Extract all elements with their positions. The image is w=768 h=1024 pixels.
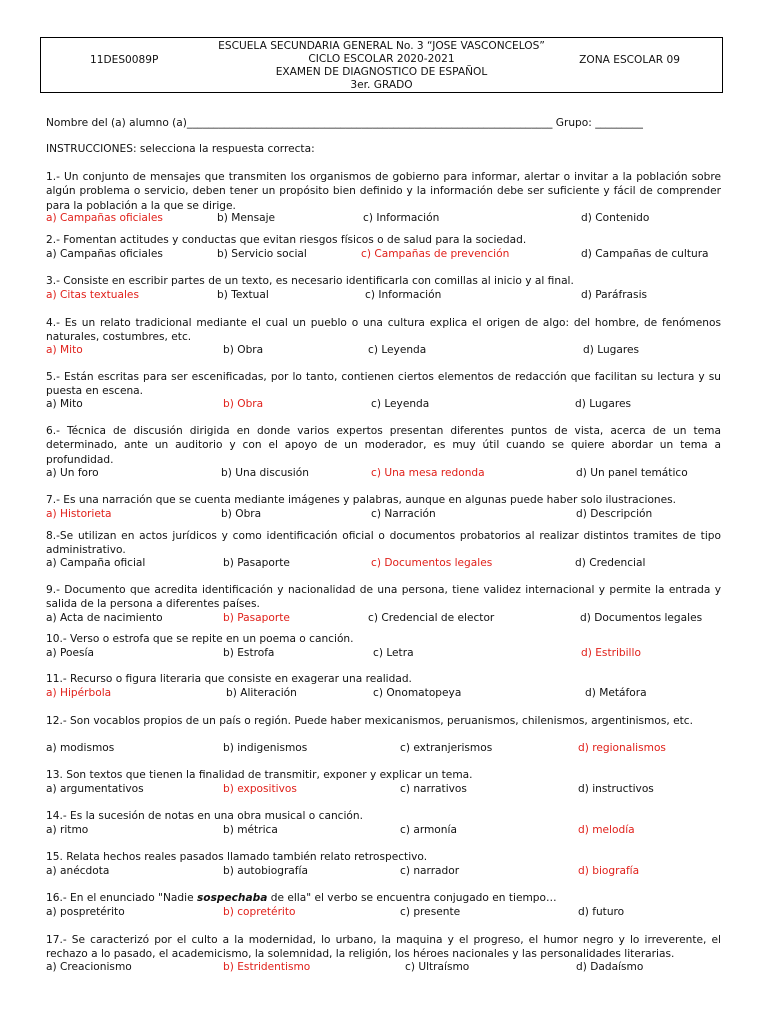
question-7: 7.- Es una narración que se cuenta mediante imágenes y palabras, aunque en algunas puede haber solo ilustraciones. — [46, 494, 677, 506]
question-10: 10.- Verso o estrofa que se repite en un poema o canción. — [46, 633, 354, 645]
options-q16 — [46, 905, 721, 919]
options-q14 — [46, 823, 721, 837]
school-name: ESCUELA SECUNDARIA GENERAL No. 3 “JOSE VASCONCELOS” — [218, 40, 545, 52]
question-8: 8.-Se utilizan en actos jurídicos y como identificación oficial o documentos probatorios al realizar distintos tramites de tipo administrativo. — [46, 530, 721, 557]
option-q17-c[interactable]: c) Ultraísmo — [405, 961, 470, 973]
student-name-line[interactable]: Nombre del (a) alumno (a)_____________________________________________________________________ Grupo: _________ — [46, 117, 643, 129]
options-q11 — [46, 686, 721, 700]
exam-grade: 3er. GRADO — [350, 79, 413, 91]
option-q4-c[interactable]: c) Leyenda — [368, 344, 427, 356]
options-q2 — [46, 247, 721, 261]
options-q6 — [46, 466, 721, 480]
option-q8-b[interactable]: b) Pasaporte — [223, 557, 290, 569]
question-16-verb: sospechaba — [196, 892, 268, 904]
option-q17-a[interactable]: a) Creacionismo — [46, 961, 132, 973]
option-q9-d[interactable]: d) Documentos legales — [580, 612, 703, 624]
options-q4 — [46, 343, 721, 357]
option-q3-a[interactable]: a) Citas textuales — [46, 289, 139, 301]
option-q12-a[interactable]: a) modismos — [46, 742, 115, 754]
option-q2-a[interactable]: a) Campañas oficiales — [46, 248, 163, 260]
option-q9-b[interactable]: b) Pasaporte — [223, 612, 290, 624]
option-q6-c[interactable]: c) Una mesa redonda — [371, 467, 485, 479]
option-q15-a[interactable]: a) anécdota — [46, 865, 110, 877]
option-q10-d[interactable]: d) Estribillo — [581, 647, 641, 659]
option-q1-a[interactable]: a) Campañas oficiales — [46, 212, 163, 224]
option-q9-a[interactable]: a) Acta de nacimiento — [46, 612, 163, 624]
option-q14-d[interactable]: d) melodía — [578, 824, 635, 836]
option-q2-d[interactable]: d) Campañas de cultura — [581, 248, 709, 260]
options-q12 — [46, 741, 721, 755]
option-q14-c[interactable]: c) armonía — [400, 824, 457, 836]
options-q3 — [46, 288, 721, 302]
options-q5 — [46, 397, 721, 411]
option-q7-b[interactable]: b) Obra — [221, 508, 262, 520]
option-q16-c[interactable]: c) presente — [400, 906, 461, 918]
options-q1 — [46, 211, 721, 225]
option-q12-b[interactable]: b) indigenismos — [223, 742, 308, 754]
option-q1-b[interactable]: b) Mensaje — [217, 212, 276, 224]
option-q6-a[interactable]: a) Un foro — [46, 467, 99, 479]
question-11: 11.- Recurso o figura literaria que consiste en exagerar una realidad. — [46, 673, 412, 685]
option-q11-d[interactable]: d) Metáfora — [585, 687, 647, 699]
school-zone: ZONA ESCOLAR 09 — [579, 54, 680, 66]
option-q11-b[interactable]: b) Aliteración — [226, 687, 297, 699]
option-q7-c[interactable]: c) Narración — [371, 508, 436, 520]
options-q15 — [46, 864, 721, 878]
option-q9-c[interactable]: c) Credencial de elector — [368, 612, 495, 624]
option-q14-a[interactable]: a) ritmo — [46, 824, 89, 836]
question-6: 6.- Técnica de discusión dirigida en donde varios expertos presentan diferentes puntos de vista, acerca de un tema determinado, ante un auditorio y con el apoyo de un moderador, es muy útil cuando se quiere abordar un tema a profundidad. — [46, 425, 721, 466]
option-q4-a[interactable]: a) Mito — [46, 344, 83, 356]
option-q10-a[interactable]: a) Poesía — [46, 647, 94, 659]
question-4: 4.- Es un relato tradicional mediante el cual un pueblo o una cultura explica el origen de algo: del hombre, de fenómenos naturales, costumbres, etc. — [46, 317, 721, 344]
option-q16-d[interactable]: d) futuro — [578, 906, 625, 918]
school-code: 11DES0089P — [90, 54, 159, 66]
options-q8 — [46, 556, 721, 570]
option-q8-c[interactable]: c) Documentos legales — [371, 557, 493, 569]
question-2: 2.- Fomentan actitudes y conductas que evitan riesgos físicos o de salud para la sociedad. — [46, 234, 527, 246]
option-q8-a[interactable]: a) Campaña oficial — [46, 557, 146, 569]
option-q1-c[interactable]: c) Información — [363, 212, 440, 224]
option-q11-a[interactable]: a) Hipérbola — [46, 687, 112, 699]
option-q13-d[interactable]: d) instructivos — [578, 783, 654, 795]
option-q5-a[interactable]: a) Mito — [46, 398, 83, 410]
exam-header — [40, 37, 723, 93]
question-15: 15. Relata hechos reales pasados llamado también relato retrospectivo. — [46, 851, 428, 863]
question-13: 13. Son textos que tienen la finalidad de transmitir, exponer y explicar un tema. — [46, 769, 473, 781]
option-q4-d[interactable]: d) Lugares — [583, 344, 640, 356]
question-16 — [46, 891, 721, 905]
option-q16-a[interactable]: a) pospretérito — [46, 906, 125, 918]
option-q12-c[interactable]: c) extranjerismos — [400, 742, 493, 754]
options-q13 — [46, 782, 721, 796]
question-3: 3.- Consiste en escribir partes de un texto, es necesario identificarla con comillas al inicio y al final. — [46, 275, 574, 287]
option-q17-d[interactable]: d) Dadaísmo — [576, 961, 644, 973]
option-q10-c[interactable]: c) Letra — [373, 647, 414, 659]
options-q7 — [46, 507, 721, 521]
option-q17-b[interactable]: b) Estridentismo — [223, 961, 311, 973]
question-9: 9.- Documento que acredita identificación y nacionalidad de una persona, tiene validez internacional y permite la entrada y salida de la persona a diferentes países. — [46, 584, 721, 611]
school-cycle: CICLO ESCOLAR 2020-2021 — [308, 53, 455, 65]
instructions: INSTRUCCIONES: selecciona la respuesta correcta: — [46, 143, 315, 155]
question-1: 1.- Un conjunto de mensajes que transmiten los organismos de gobierno para informar, alertar o invitar a la población sobre algún problema o servicio, deben tener un propósito bien definido y la información debe ser suficiente y fácil de comprender para la población a la que se dirige. — [46, 171, 721, 212]
option-q7-a[interactable]: a) Historieta — [46, 508, 112, 520]
option-q5-d[interactable]: d) Lugares — [575, 398, 632, 410]
option-q5-b[interactable]: b) Obra — [223, 398, 264, 410]
option-q1-d[interactable]: d) Contenido — [581, 212, 650, 224]
option-q2-b[interactable]: b) Servicio social — [217, 248, 307, 260]
options-q10 — [46, 646, 721, 660]
question-5: 5.- Están escritas para ser escenificadas, por lo tanto, contienen ciertos elementos de redacción que facilitan su lectura y su puesta en escena. — [46, 371, 721, 398]
question-12: 12.- Son vocablos propios de un país o región. Puede haber mexicanismos, peruanismos, chilenismos, argentinismos, etc. — [46, 715, 693, 727]
question-17: 17.- Se caracterizó por el culto a la modernidad, lo urbano, la maquina y el progreso, el humor negro y lo irreverente, el rechazo a lo pasado, el academicismo, la solemnidad, la religión, los héroes nacionales y las personalidades literarias. — [46, 934, 721, 961]
option-q13-c[interactable]: c) narrativos — [400, 783, 467, 795]
option-q14-b[interactable]: b) métrica — [223, 824, 278, 836]
option-q13-b[interactable]: b) expositivos — [223, 783, 297, 795]
option-q15-c[interactable]: c) narrador — [400, 865, 460, 877]
option-q16-b[interactable]: b) copretérito — [223, 906, 296, 918]
option-q8-d[interactable]: d) Credencial — [575, 557, 646, 569]
option-q6-d[interactable]: d) Un panel temático — [576, 467, 688, 479]
question-16-text-after: de ella" el verbo se encuentra conjugado en tiempo… — [267, 892, 557, 904]
exam-title: EXAMEN DE DIAGNOSTICO DE ESPAÑOL — [275, 66, 488, 78]
option-q6-b[interactable]: b) Una discusión — [221, 467, 309, 479]
option-q11-c[interactable]: c) Onomatopeya — [373, 687, 462, 699]
option-q12-d[interactable]: d) regionalismos — [578, 742, 666, 754]
option-q3-d[interactable]: d) Paráfrasis — [581, 289, 648, 301]
option-q15-d[interactable]: d) biografía — [578, 865, 640, 877]
option-q5-c[interactable]: c) Leyenda — [371, 398, 430, 410]
option-q13-a[interactable]: a) argumentativos — [46, 783, 144, 795]
question-14: 14.- Es la sucesión de notas en una obra musical o canción. — [46, 810, 364, 822]
option-q3-c[interactable]: c) Información — [365, 289, 442, 301]
option-q2-c[interactable]: c) Campañas de prevención — [361, 248, 510, 260]
option-q15-b[interactable]: b) autobiografía — [223, 865, 308, 877]
option-q4-b[interactable]: b) Obra — [223, 344, 264, 356]
option-q10-b[interactable]: b) Estrofa — [223, 647, 275, 659]
option-q7-d[interactable]: d) Descripción — [576, 508, 653, 520]
question-16-text-before: 16.- En el enunciado "Nadie — [46, 892, 197, 904]
option-q3-b[interactable]: b) Textual — [217, 289, 269, 301]
options-q17 — [46, 960, 721, 974]
options-q9 — [46, 611, 721, 625]
